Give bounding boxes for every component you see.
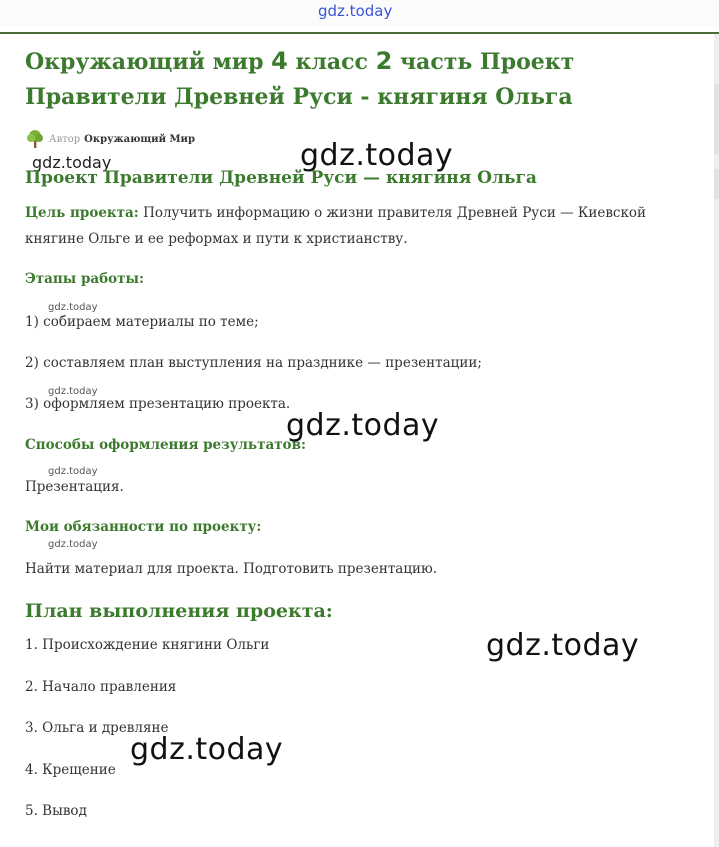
stage-item: 3) оформляем презентацию проекта.	[25, 396, 291, 412]
tree-icon	[25, 129, 45, 149]
plan-heading: План выполнения проекта:	[25, 600, 333, 622]
page-title: Окружающий мир 4 класс 2 часть Проект Правители Древней Руси - княгиня Ольга	[25, 47, 575, 110]
author-name[interactable]: Окружающий Мир	[84, 133, 195, 145]
methods-text: Презентация.	[25, 479, 124, 495]
watermark: gdz.today	[300, 138, 454, 173]
watermark: gdz.today	[32, 153, 112, 172]
watermark-top: gdz.today	[318, 2, 393, 20]
watermark: gdz.today	[48, 466, 98, 477]
duties-text: Найти материал для проекта. Подготовить презентацию.	[25, 561, 438, 577]
goal-paragraph	[25, 200, 665, 252]
duties-heading: Мои обязанности по проекту:	[25, 519, 262, 535]
author-prefix: Автор	[49, 133, 81, 145]
author-line	[25, 128, 195, 150]
right-edge-panel	[714, 34, 719, 847]
top-bar-divider	[0, 32, 719, 34]
article-subtitle: Проект Правители Древней Руси — княгиня Ольга	[25, 168, 537, 188]
plan-item: 1. Происхождение княгини Ольги	[25, 637, 270, 653]
stage-item: 1) собираем материалы по теме;	[25, 314, 259, 330]
watermark: gdz.today	[48, 386, 98, 397]
right-edge-tab	[714, 169, 719, 199]
goal-text: Получить информацию о жизни правителя Древней Руси — Киевской княгине Ольге и ее реформах и пути к христианству.	[25, 205, 647, 247]
plan-item: 3. Ольга и древляне	[25, 720, 169, 736]
stages-heading: Этапы работы:	[25, 271, 145, 287]
watermark: gdz.today	[130, 732, 284, 767]
methods-heading: Способы оформления результатов:	[25, 437, 306, 453]
plan-item: 4. Крещение	[25, 762, 116, 778]
right-edge-tab	[714, 84, 719, 154]
watermark: gdz.today	[486, 628, 640, 663]
watermark: gdz.today	[48, 302, 98, 313]
plan-item: 5. Вывод	[25, 803, 87, 819]
watermark: gdz.today	[286, 408, 440, 443]
plan-item: 2. Начало правления	[25, 679, 177, 695]
stage-item: 2) составляем план выступления на празднике — презентации;	[25, 355, 482, 371]
goal-label: Цель проекта:	[25, 205, 139, 221]
watermark: gdz.today	[48, 539, 98, 550]
